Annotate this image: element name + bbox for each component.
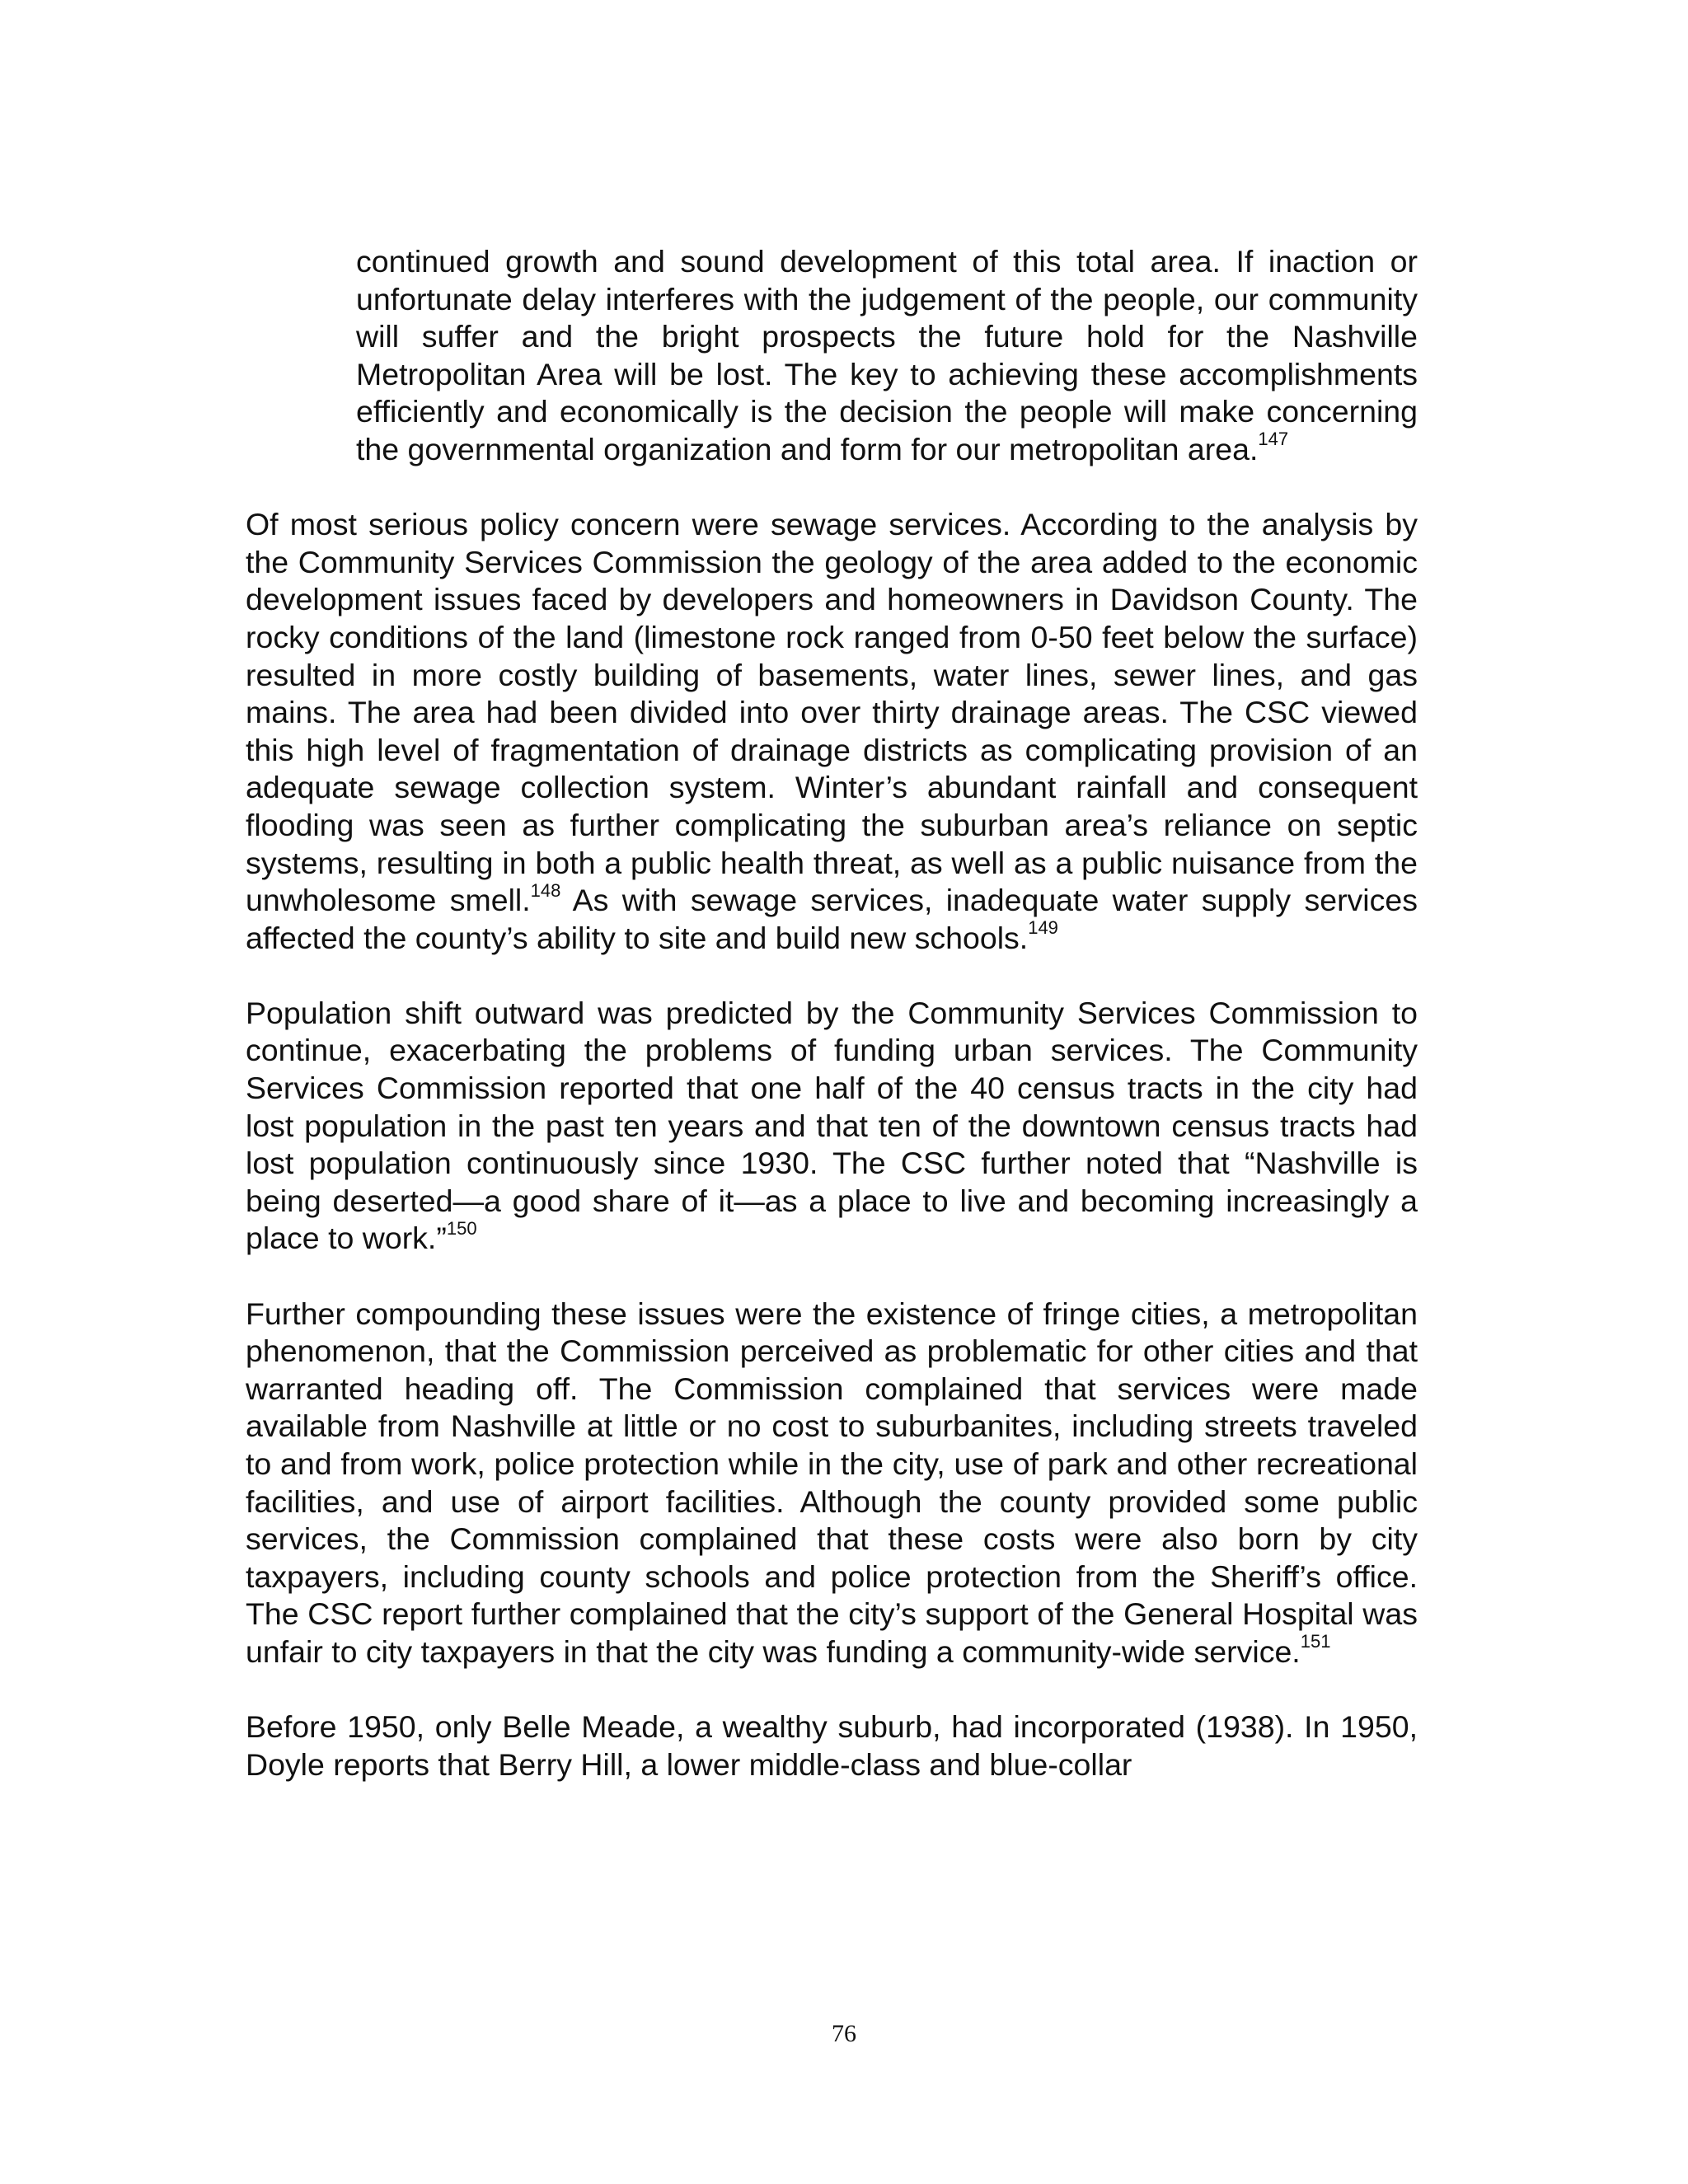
- document-body: [246, 243, 1418, 1783]
- paragraph-population: [246, 995, 1418, 1258]
- footnote-ref-148: 148: [530, 879, 561, 901]
- block-quote: [356, 243, 1418, 469]
- footnote-ref-150: 150: [446, 1217, 477, 1239]
- paragraph-sewage-text: Of most serious policy concern were sewage services. According to the analysis by the Community Services Commission the geology of the area added to the economic development issues faced by developers and homeowners in Davidson County. The rocky conditions of the land (limestone rock ranged from 0-50 feet below the surface) resulted in more costly building of basements, water lines, sewer lines, and gas mains. The area had been divided into over thirty drainage areas. The CSC viewed this high level of fragmentation of drainage districts as complicating provision of an adequate sewage collection system. Winter’s abundant rainfall and consequent flooding was seen as further complicating the suburban area’s reliance on septic systems, resulting in both a public health threat, as well as a public nuisance from the unwholesome smell.: [246, 507, 1418, 918]
- paragraph-sewage: [246, 506, 1418, 957]
- paragraph-water-text: As with sewage services, inadequate water supply services affected the county’s ability to site and build new schools.: [246, 883, 1418, 955]
- page-number: 76: [832, 2020, 856, 2047]
- footnote-ref-151: 151: [1300, 1631, 1331, 1652]
- paragraph-incorporation: [246, 1708, 1418, 1783]
- paragraph-incorporation-text: Before 1950, only Belle Meade, a wealthy suburb, had incorporated (1938). In 1950, Doyle reports that Berry Hill, a lower middle-class and blue-collar: [246, 1709, 1418, 1782]
- block-quote-paragraph: [356, 243, 1418, 469]
- footnote-ref-147: 147: [1258, 429, 1289, 450]
- paragraph-population-text: Population shift outward was predicted by the Community Services Commission to continue, exacerbating the problems of funding urban services. The Community Services Commission reported that one half of the 40 census tracts in the city had lost population in the past ten years and that ten of the downtown census tracts had lost population continuously since 1930. The CSC further noted that “Nashville is being deserted—a good share of it—as a place to live and becoming increasingly a place to work.”: [246, 995, 1418, 1256]
- paragraph-fringe-cities: [246, 1296, 1418, 1671]
- paragraph-fringe-cities-text: Further compounding these issues were the existence of fringe cities, a metropolitan phenomenon, that the Commission perceived as problematic for other cities and that warranted heading off. The Commission complained that services were made available from Nashville at little or no cost to suburbanites, including streets traveled to and from work, police protection while in the city, use of park and other recreational facilities, and use of airport facilities. Although the county provided some public services, the Commission complained that these costs were also born by city taxpayers, including county schools and police protection from the Sheriff’s office. The CSC report further complained that the city’s support of the General Hospital was unfair to city taxpayers in that the city was funding a community-wide service.: [246, 1296, 1418, 1669]
- footnote-ref-149: 149: [1028, 917, 1058, 939]
- block-quote-text: continued growth and sound development of this total area. If inaction or unfortunate delay interferes with the judgement of the people, our community will suffer and the bright prospects the future hold for the Nashville Metropolitan Area will be lost. The key to achieving these accomplishments efficiently and economically is the decision the people will make concerning the governmental organization and form for our metropolitan area.: [356, 244, 1418, 466]
